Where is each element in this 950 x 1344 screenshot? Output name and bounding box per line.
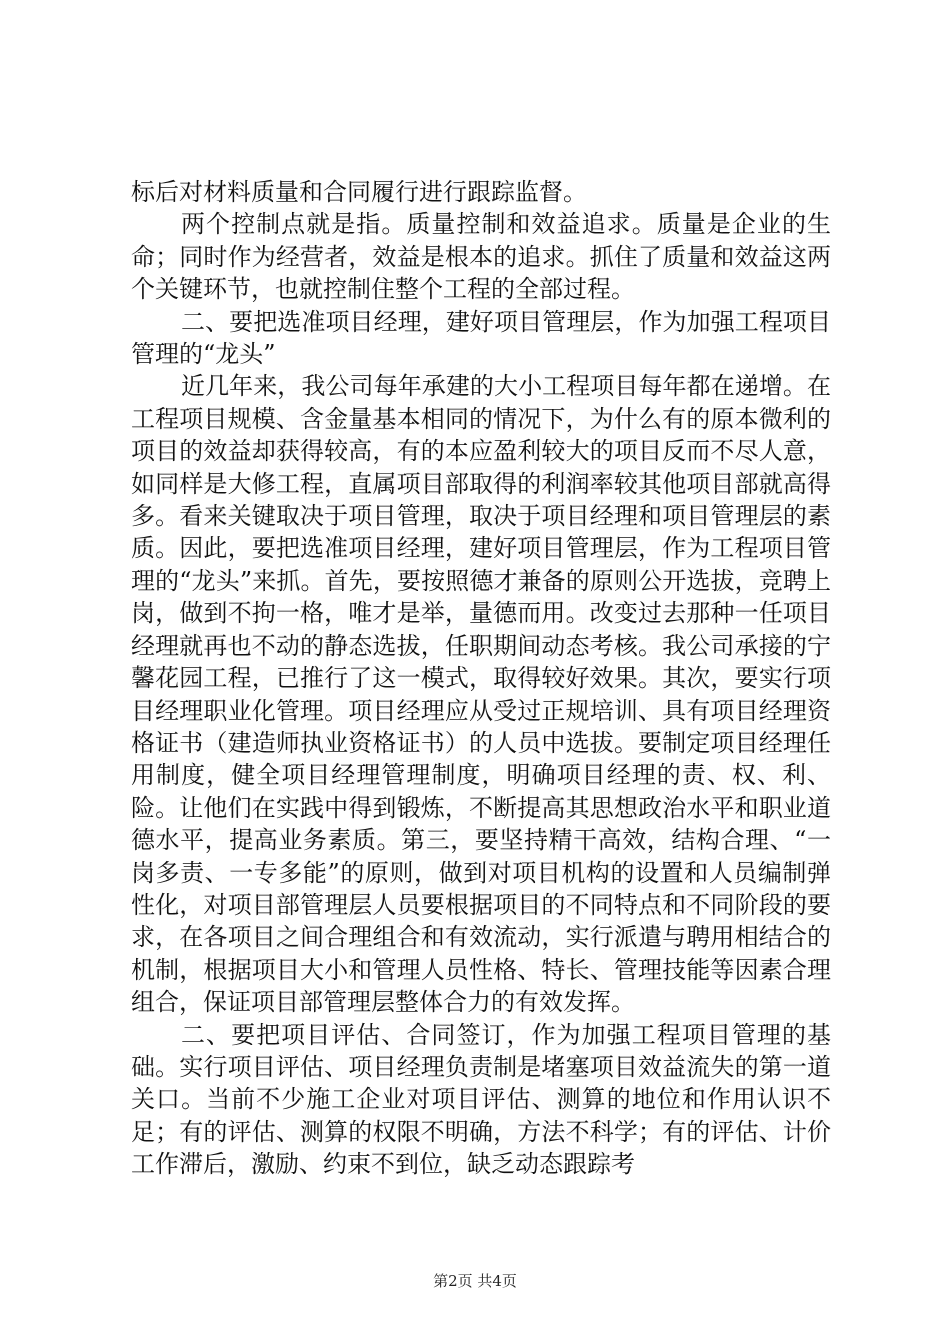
paragraph-control-points: 两个控制点就是指。质量控制和效益追求。质量是企业的生命；同时作为经营者，效益是根本的追求。抓住了质量和效益这两个关键环节，也就控制住整个工程的全部过程。 (131, 210, 831, 304)
page-footer: 第2页 共4页 (433, 1272, 517, 1290)
section-heading-project-manager: 二、要把选准项目经理，建好项目管理层，作为加强工程项目管理的“龙头” (131, 307, 831, 369)
paragraph-continuation: 标后对材料质量和合同履行进行跟踪监督。 (131, 178, 587, 206)
paragraph-project-evaluation: 二、要把项目评估、合同签订，作为加强工程项目管理的基础。实行项目评估、项目经理负责制是堵塞项目效益流失的第一道关口。当前不少施工企业对项目评估、测算的地位和作用认识不足；有的评估、测算的权限不明确，方法不科学；有的评估、计价工作滞后，激励、约束不到位，缺乏动态跟踪考 (131, 1020, 831, 1179)
paragraph-project-manager: 近几年来，我公司每年承建的大小工程项目每年都在递增。在工程项目规模、含金量基本相同的情况下，为什么有的原本微利的项目的效益却获得较高，有的本应盈利较大的项目反而不尽人意，如同样是大修工程，直属项目部取得的利润率较其他项目部就高得多。看来关键取决于项目管理，取决于项目经理和项目管理层的素质。因此，要把选准项目经理，建好项目管理层，作为工程项目管理的“龙头”来抓。首先，要按照德才兼备的原则公开选拔，竞聘上岗，做到不拘一格，唯才是举，量德而用。改变过去那种一任项目经理就再也不动的静态选拔，任职期间动态考核。我公司承接的宁馨花园工程，已推行了这一模式，取得较好效果。其次，要实行项目经理职业化管理。项目经理应从受过正规培训、具有项目经理资格证书（建造师执业资格证书）的人员中选拔。要制定项目经理任用制度，健全项目经理管理制度，明确项目经理的责、权、利、险。让他们在实践中得到锻炼，不断提高其思想政治水平和职业道德水平，提高业务素质。第三，要坚持精干高效，结构合理、“一岗多责、一专多能”的原则，做到对项目机构的设置和人员编制弹性化，对项目部管理层人员要根据项目的不同特点和不同阶段的要求，在各项目之间合理组合和有效流动，实行派遣与聘用相结合的机制，根据项目大小和管理人员性格、特长、管理技能等因素合理组合，保证项目部管理层整体合力的有效发挥。 (131, 372, 831, 1017)
document-body (131, 176, 831, 1181)
